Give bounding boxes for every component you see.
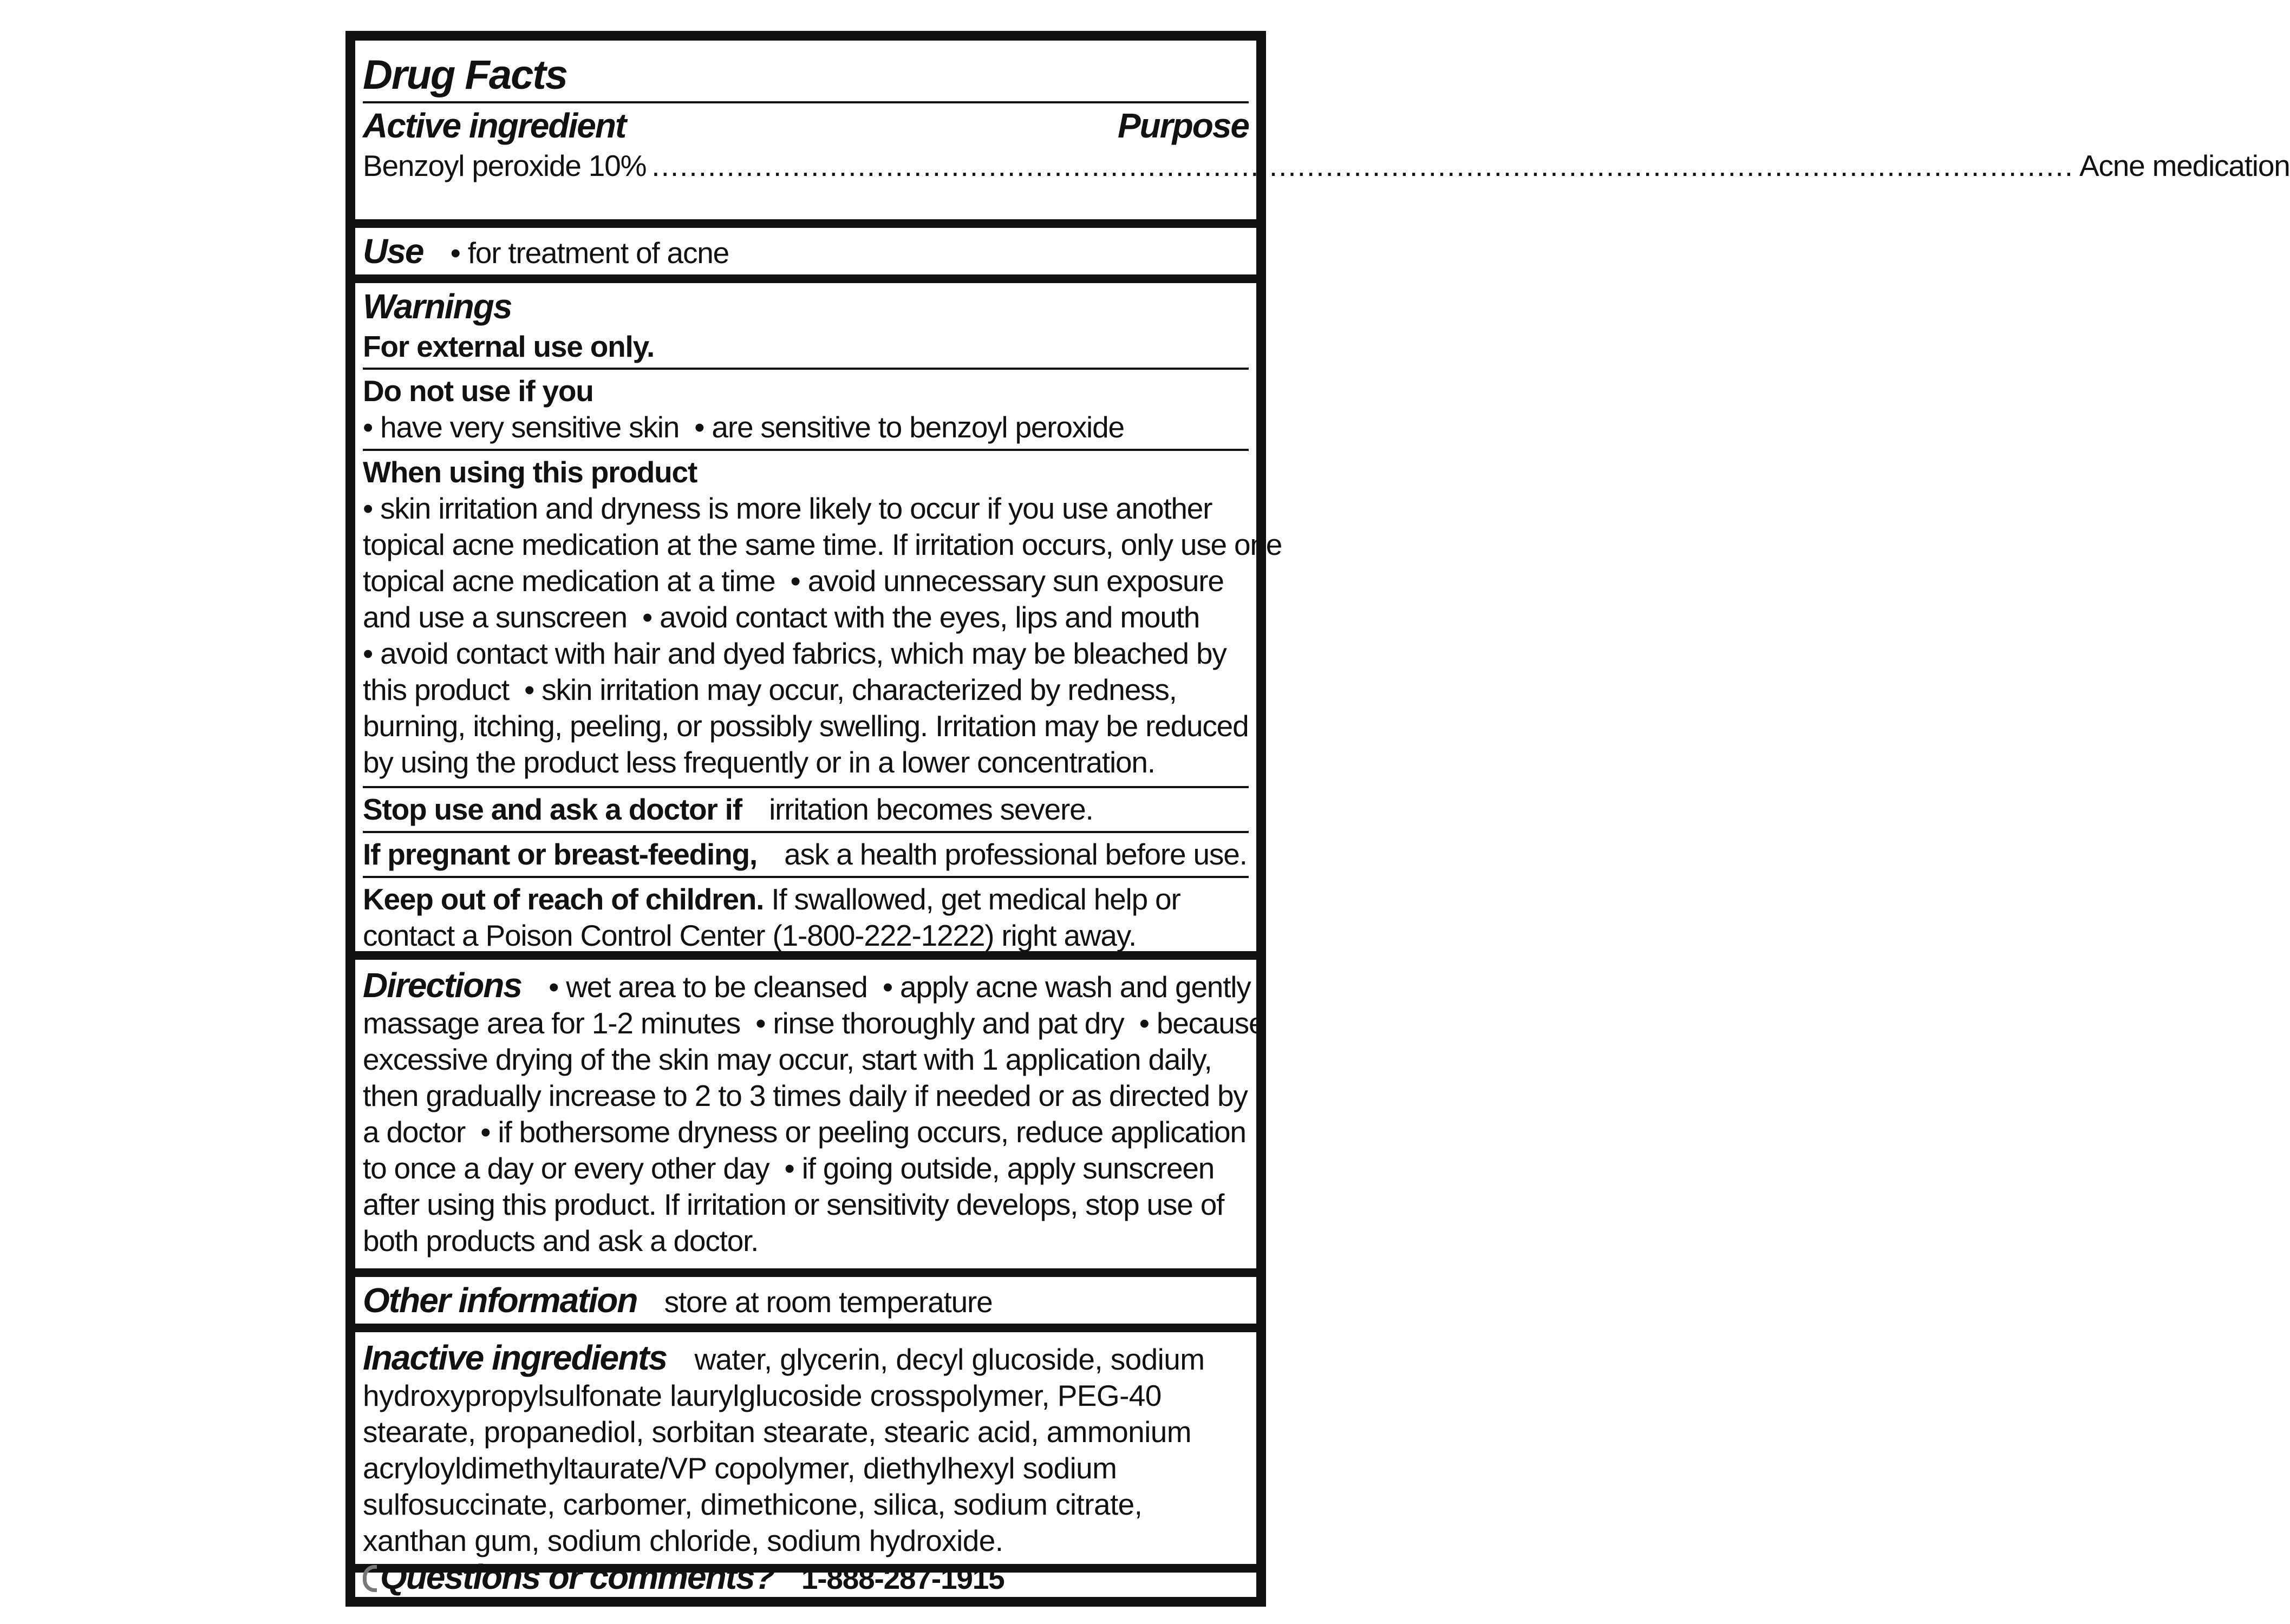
divider	[363, 449, 1249, 451]
inactive-ingredients-box	[355, 1332, 1256, 1564]
directions-heading: Directions	[363, 966, 521, 1005]
active-ingredient-purpose: Acne medication	[2079, 149, 2290, 182]
divider	[363, 368, 1249, 370]
inactive-first-row	[363, 1340, 1249, 1378]
inactive-ingredients-heading: Inactive ingredients	[363, 1338, 667, 1377]
directions-first-row	[363, 967, 1249, 1005]
inactive-ingredients-line: stearate, propanediol, sorbitan stearate, stearic acid, ammonium	[363, 1415, 1191, 1449]
warnings-box	[355, 283, 1282, 952]
stop-use-heading: Stop use and ask a doctor if	[363, 793, 742, 826]
leader-dots: ........................................................................................................................................................	[651, 149, 2074, 182]
when-using-line: and use a sunscreen • avoid contact with the eyes, lips and mouth	[363, 600, 1200, 634]
use-heading: Use	[363, 232, 423, 271]
drug-facts-title: Drug Facts	[363, 52, 567, 98]
directions-line: excessive drying of the skin may occur, start with 1 application daily,	[363, 1043, 1212, 1076]
drug-facts-panel	[345, 31, 2290, 1607]
directions-text: • wet area to be cleansed • apply acne wash and gently	[549, 970, 1251, 1004]
directions-line: then gradually increase to 2 to 3 times daily if needed or as directed by	[363, 1079, 1248, 1112]
when-using-heading: When using this product	[363, 455, 697, 489]
active-ingredient-name: Benzoyl peroxide 10%	[363, 149, 647, 182]
questions-row	[363, 1557, 1249, 1596]
directions-line: after using this product. If irritation or sensitivity develops, stop use of	[363, 1188, 1224, 1221]
directions-line: massage area for 1-2 minutes • rinse thoroughly and pat dry • because	[363, 1006, 1265, 1040]
when-using-line: this product • skin irritation may occur, characterized by redness,	[363, 673, 1177, 706]
keep-out-text: If swallowed, get medical help or	[771, 882, 1180, 916]
inactive-ingredients-line: acryloyldimethyltaurate/VP copolymer, diethylhexyl sodium	[363, 1451, 1117, 1485]
warnings-heading: Warnings	[363, 287, 512, 326]
other-information-box	[355, 1277, 1256, 1324]
when-using-text	[363, 490, 1282, 781]
inactive-ingredients-line: sulfosuccinate, carbomer, dimethicone, silica, sodium citrate,	[363, 1488, 1143, 1521]
divider	[363, 876, 1249, 878]
when-using-line: topical acne medication at a time • avoid unnecessary sun exposure	[363, 564, 1224, 598]
questions-phone-number[interactable]: 1-888-287-1915	[801, 1562, 1004, 1595]
directions-line: to once a day or every other day • if going outside, apply sunscreen	[363, 1151, 1215, 1185]
directions-box	[355, 960, 1265, 1268]
directions-line: a doctor • if bothersome dryness or peeling occurs, reduce application	[363, 1115, 1246, 1149]
questions-heading: Questions or comments?	[380, 1557, 774, 1596]
active-ingredient-header-row	[363, 103, 1249, 148]
external-use-text: For external use only.	[363, 330, 655, 363]
questions-box	[355, 1557, 1256, 1597]
when-using-line: • avoid contact with hair and dyed fabrics, which may be bleached by	[363, 637, 1226, 670]
active-ingredient-box	[355, 41, 2290, 219]
when-using-line: topical acne medication at the same time. If irritation occurs, only use one	[363, 528, 1282, 561]
stop-use-text: irritation becomes severe.	[769, 793, 1093, 826]
do-not-use-heading: Do not use if you	[363, 374, 593, 408]
when-using-line: • skin irritation and dryness is more likely to occur if you use another	[363, 492, 1212, 525]
purpose-heading: Purpose	[1117, 106, 1249, 145]
use-row	[363, 228, 1249, 276]
inactive-ingredients-line: xanthan gum, sodium chloride, sodium hydroxide.	[363, 1524, 1003, 1557]
divider	[363, 831, 1249, 833]
phone-icon	[363, 1565, 377, 1592]
when-using-line: burning, itching, peeling, or possibly swelling. Irritation may be reduced	[363, 709, 1249, 743]
when-using-line: by using the product less frequently or in a lower concentration.	[363, 745, 1155, 779]
do-not-use-text: • have very sensitive skin • are sensitive to benzoyl peroxide	[363, 410, 1124, 444]
pregnant-heading: If pregnant or breast-feeding,	[363, 837, 757, 871]
other-information-text: store at room temperature	[664, 1285, 993, 1319]
keep-out-row	[363, 881, 1249, 918]
other-information-heading: Other information	[363, 1281, 637, 1320]
divider	[363, 786, 1249, 788]
directions-line: both products and ask a doctor.	[363, 1224, 759, 1258]
inactive-ingredients-text: water, glycerin, decyl glucoside, sodium	[694, 1343, 1205, 1376]
keep-out-heading: Keep out of reach of children.	[363, 882, 764, 916]
use-box	[355, 228, 1256, 274]
other-information-row	[363, 1277, 1249, 1325]
active-ingredient-row	[363, 148, 2290, 184]
use-text: • for treatment of acne	[450, 236, 729, 270]
pregnant-row	[363, 836, 1249, 873]
inactive-ingredients-line: hydroxypropylsulfonate laurylglucoside crosspolymer, PEG-40	[363, 1379, 1162, 1412]
active-ingredient-heading: Active ingredient	[363, 106, 626, 145]
stop-use-row	[363, 791, 1249, 828]
pregnant-text: ask a health professional before use.	[784, 837, 1247, 871]
keep-out-text-line: contact a Poison Control Center (1-800-222-1222) right away.	[363, 919, 1137, 952]
